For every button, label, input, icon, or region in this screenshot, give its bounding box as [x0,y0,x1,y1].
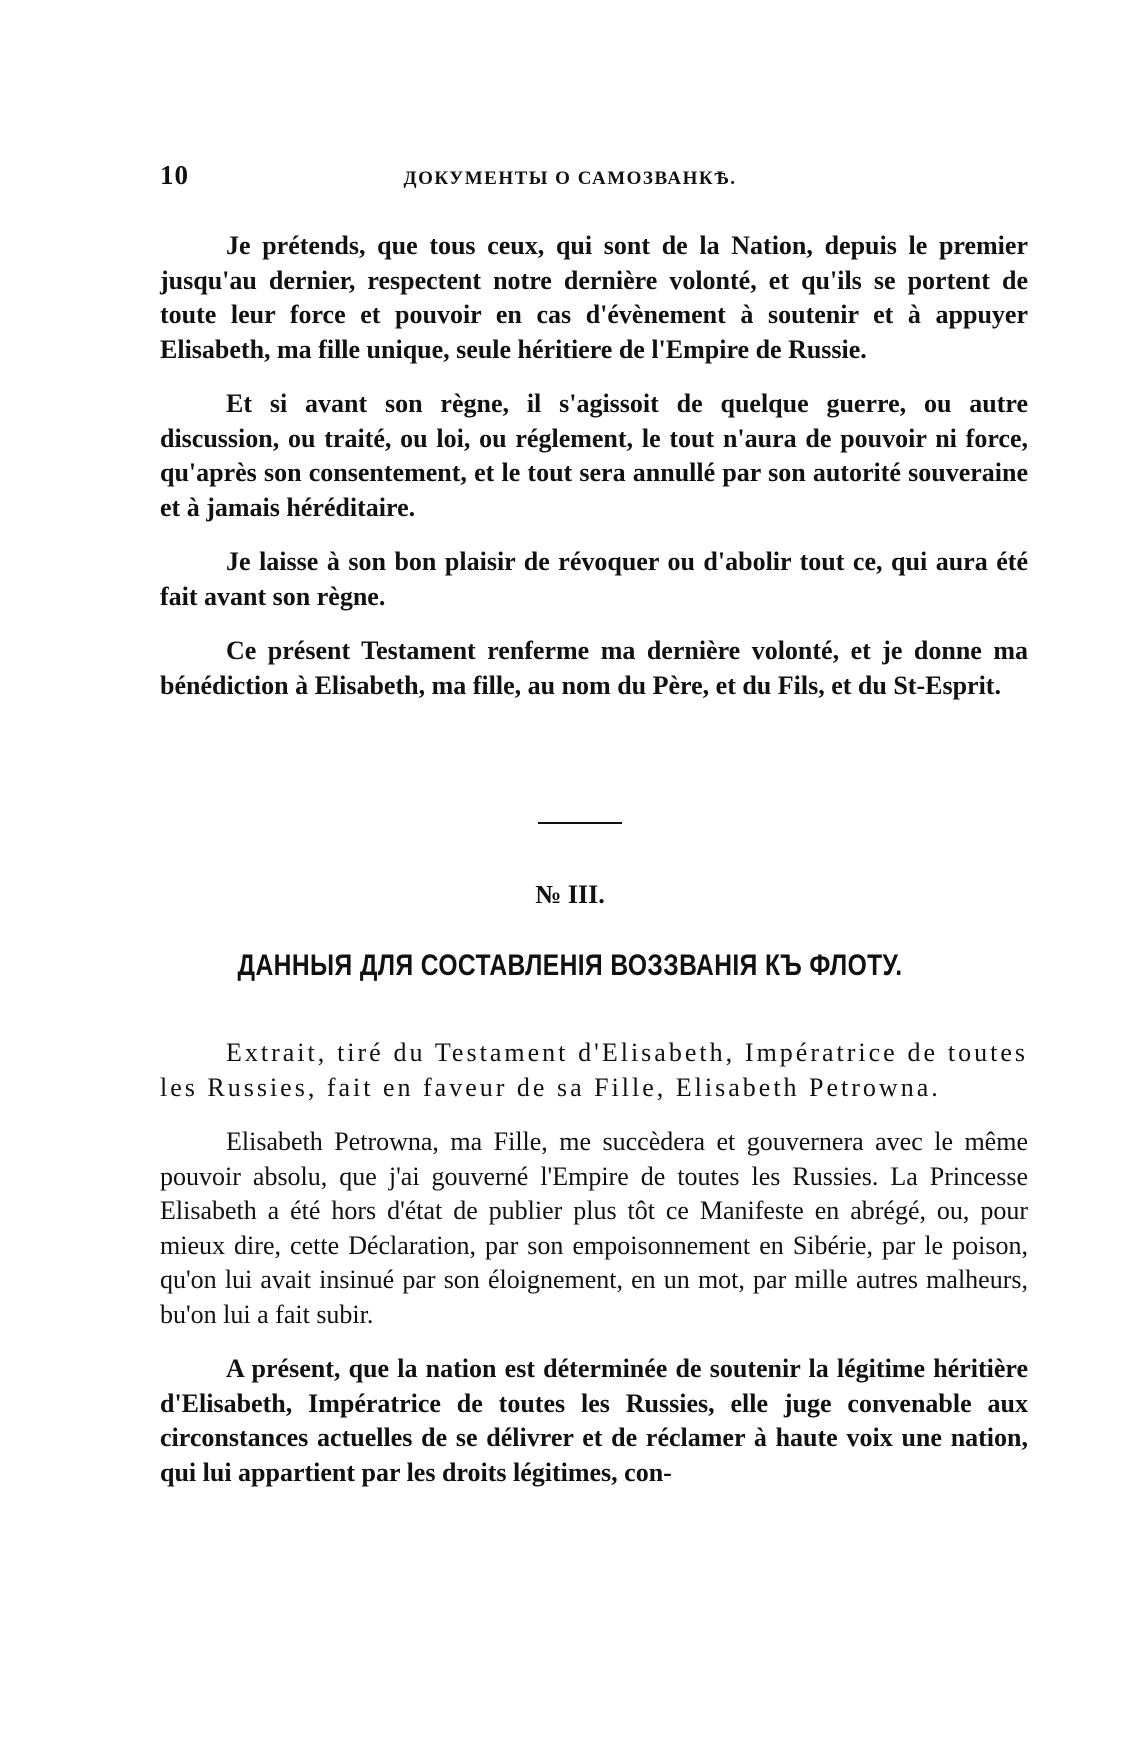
paragraph: Je laisse à son bon plaisir de révoquer ou d'abolir tout ce, qui aura été fait avant son règne. [160,547,1028,611]
document-number: № III. [535,880,605,909]
paragraph: Je prétends, que tous ceux, qui sont de la Nation, depuis le premier jusqu'au dernier, respectent notre dernière volonté, et qu'ils se portent de toute leur force et pouvoir en cas d'évènement à soutenir et à appuyer Elisabeth, ma fille unique, seule héritiere de l'Empire de Russie. [160,231,1028,364]
section-divider [538,822,622,824]
paragraph: A présent, que la nation est déterminée de soutenir la légitime héritière d'Elisabeth, Impératrice de toutes les Russies, elle juge convenable aux circonstances actuelles de se délivrer et de réclamer à haute voix une nation, qui lui appartient par les droits légitimes, con- [160,1354,1028,1487]
paragraph: Ce présent Testament renferme ma dernière volonté, et je donne ma bénédiction à Elisabeth, ma fille, au nom du Père, et du Fils, et du St-Esprit. [160,636,1028,700]
document-title: ДАННЫЯ ДЛЯ СОСТАВЛЕНІЯ ВОЗЗВАНІЯ КЪ ФЛОТУ. [237,949,903,982]
running-head: ДОКУМЕНТЫ О САМОЗВАНКѢ. [403,168,737,189]
testament-text [160,229,1028,723]
paragraph: Et si avant son règne, il s'agissoit de quelque guerre, ou autre discussion, ou traité, ou loi, ou réglement, le tout n'aura de pouvoir ni force, qu'après son consentement, et le tout sera annullé par son autorité souveraine et à jamais héréditaire. [160,389,1028,522]
paragraph: Elisabeth Petrowna, ma Fille, me succèdera et gouvernera avec le même pouvoir absolu, que j'ai gouverné l'Empire de toutes les Russies. La Princesse Elisabeth a été hors d'état de publier plus tôt ce Manifeste en abrégé, ou, pour mieux dire, cette Déclaration, par son empoisonnement en Sibérie, par le poison, qu'on lui avait insinué par son éloignement, en un mot, par mille autres malheurs, bu'on lui a fait subir. [160,1127,1028,1329]
proclamation-text [160,1036,1028,1510]
extract-heading: Extrait, tiré du Testament d'Elisabeth, Impératrice de toutes les Russies, fait en faveur de sa Fille, Elisabeth Petrowna. [160,1038,1028,1102]
page-number: 10 [160,160,189,190]
